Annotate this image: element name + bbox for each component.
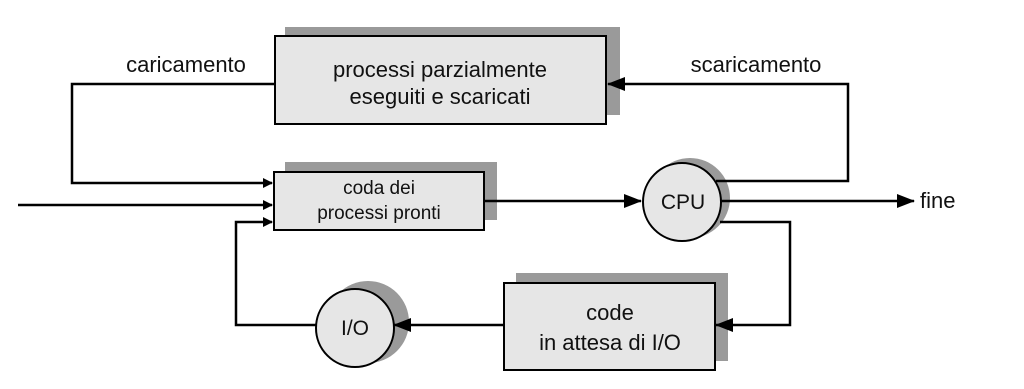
- io-wait-queues-box: [504, 273, 728, 370]
- io-to-ready-arrow: [236, 222, 316, 325]
- ready-queue-line1: coda dei: [343, 178, 415, 199]
- io-wait-queues-line1: code: [586, 300, 634, 325]
- swapped-processes-line1: processi parzialmente: [333, 57, 547, 82]
- ready-queue-line2: processi pronti: [317, 203, 441, 224]
- loading-arrow: [72, 84, 275, 183]
- io-wait-queues-line2: in attesa di I/O: [539, 330, 681, 355]
- loading-label: caricamento: [126, 52, 246, 77]
- swapped-processes-box: [275, 27, 620, 124]
- io-wait-queues-rect: [504, 283, 715, 370]
- unloading-label: scaricamento: [690, 52, 822, 77]
- cpu-node: [643, 158, 730, 241]
- end-label: fine: [920, 188, 956, 213]
- io-label: I/O: [340, 317, 370, 340]
- ready-queue-box: [274, 162, 497, 230]
- swapped-processes-line2: eseguiti e scaricati: [349, 84, 531, 109]
- unloading-arrow: [608, 84, 848, 181]
- cpu-label: CPU: [660, 191, 706, 214]
